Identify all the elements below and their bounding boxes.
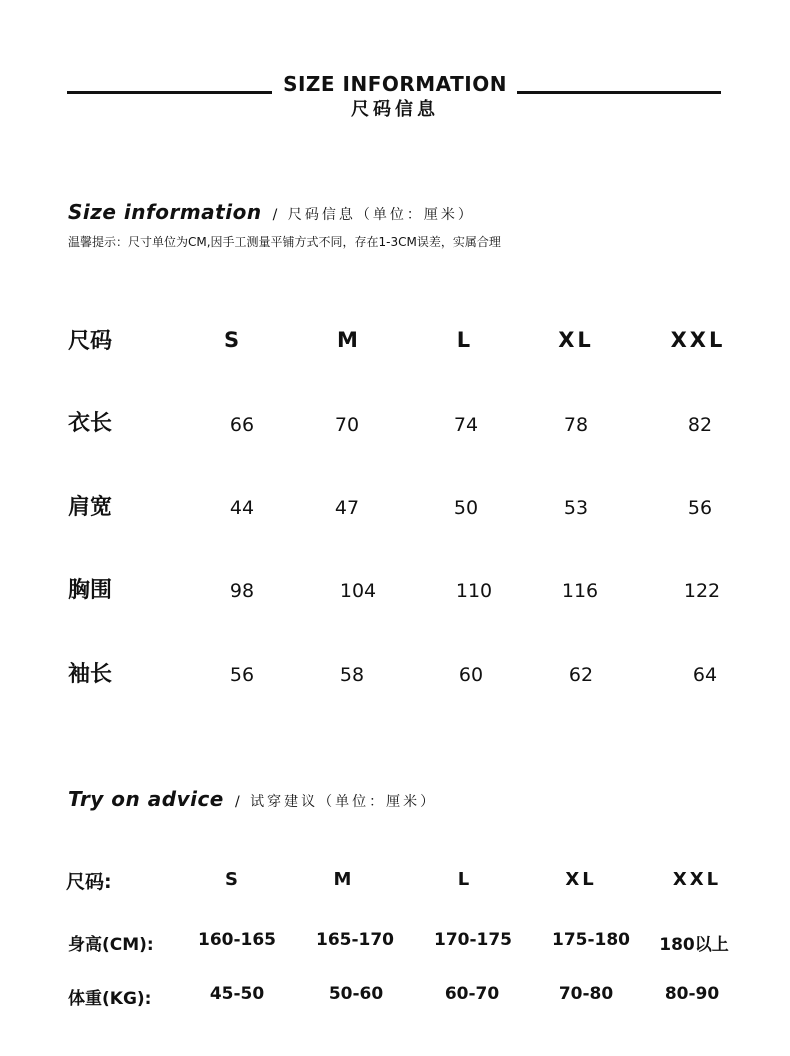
size-col-l: L [456,328,474,352]
try-on-col-xl: XL [565,869,597,890]
size-col-xxl: XXL [670,328,726,352]
header-title-cn: 尺码信息 [351,99,439,120]
size-col-m: M [337,328,361,352]
table-cell: 50 [453,497,479,519]
table-cell: 70 [334,414,360,436]
try-on-cell: 70-80 [558,984,614,1004]
try-on-cell: 60-70 [444,984,500,1004]
table-cell: 98 [229,580,255,602]
size-table-header-label: 尺码 [68,329,113,354]
try-on-cell: 165-170 [315,930,395,950]
table-cell: 122 [683,580,721,602]
table-cell: 58 [339,664,365,686]
try-on-cell: 175-180 [551,930,631,950]
try-on-title [68,787,437,811]
table-cell: 104 [339,580,377,602]
table-cell: 56 [229,664,255,686]
table-row-label: 袖长 [68,662,113,687]
measurement-note: 温馨提示：尺寸单位为CM,因手工测量平铺方式不同，存在1-3CM误差，实属合理 [68,235,501,249]
try-on-cell: 80-90 [664,984,720,1004]
size-info-title-en: Size information [68,200,262,224]
try-on-col-m: M [333,869,355,890]
table-cell: 62 [568,664,594,686]
size-info-title [68,200,475,224]
table-cell: 66 [229,414,255,436]
table-cell: 78 [563,414,589,436]
table-row-label: 肩宽 [68,495,113,520]
table-cell: 53 [563,497,589,519]
try-on-row-label: 体重(KG): [68,989,152,1009]
try-on-cell: 45-50 [209,984,265,1004]
try-on-title-en: Try on advice [68,787,224,811]
try-on-col-s: S [225,869,241,890]
try-on-col-xxl: XXL [672,869,722,890]
table-cell: 56 [687,497,713,519]
table-cell: 116 [561,580,599,602]
table-cell: 60 [458,664,484,686]
try-on-cell: 180以上 [659,935,729,955]
table-cell: 64 [692,664,718,686]
size-col-s: S [223,328,243,352]
table-cell: 110 [455,580,493,602]
table-cell: 82 [687,414,713,436]
try-on-cell: 50-60 [328,984,384,1004]
try-on-row-label: 身高(CM): [68,935,154,955]
try-on-cell: 170-175 [433,930,513,950]
table-row-label: 衣长 [68,411,113,436]
table-row-label: 胸围 [68,578,113,603]
size-info-title-cn: / 尺码信息（单位：厘米） [272,207,475,223]
try-on-col-l: L [457,869,473,890]
size-col-xl: XL [558,328,594,352]
table-cell: 47 [334,497,360,519]
table-cell: 44 [229,497,255,519]
try-on-header-label: 尺码: [66,871,112,893]
table-cell: 74 [453,414,479,436]
header-title-en: SIZE INFORMATION [283,72,507,96]
try-on-title-cn: / 试穿建议（单位：厘米） [234,794,438,810]
try-on-cell: 160-165 [197,930,277,950]
